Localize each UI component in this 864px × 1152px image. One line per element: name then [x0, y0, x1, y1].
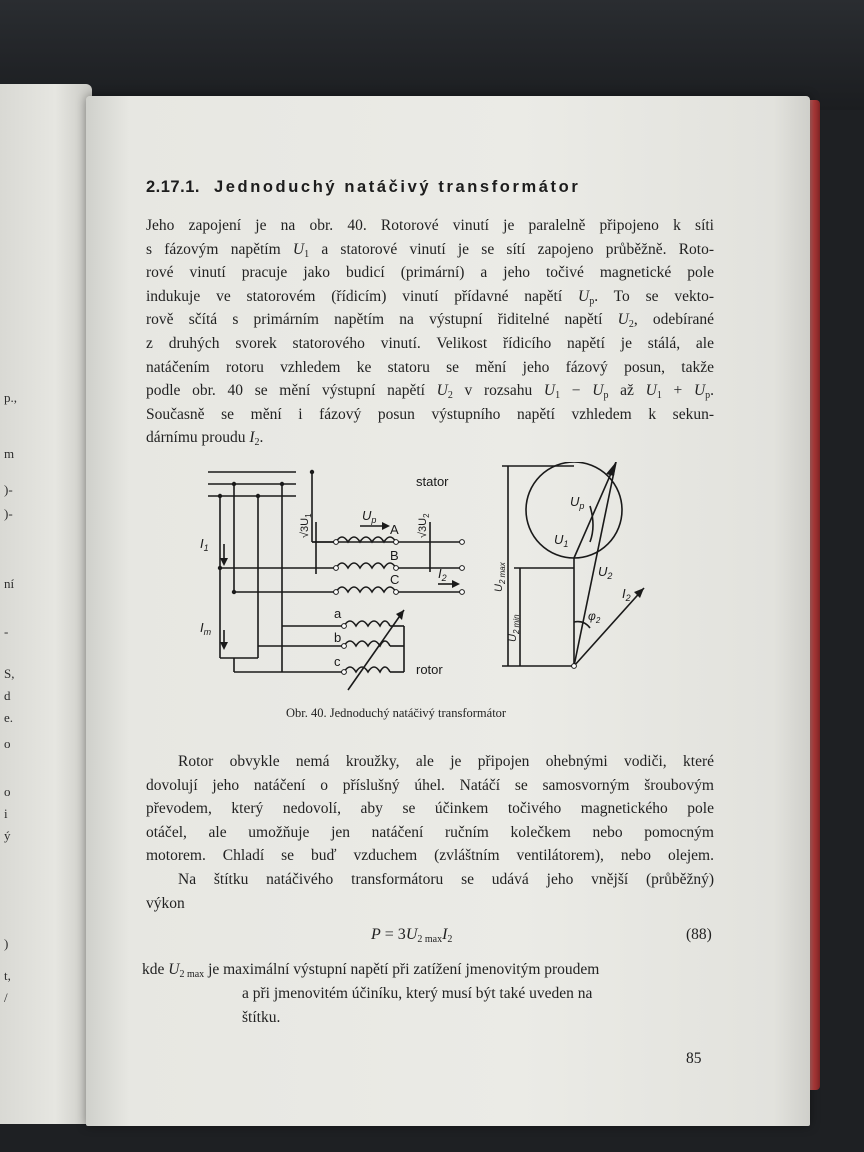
formula-number: (88) — [686, 926, 712, 943]
angle-phi2: $\varphi_2$ — [588, 609, 601, 625]
vector-I2: $I_2$ — [622, 586, 631, 603]
label-Im: $I_m$ — [200, 620, 212, 637]
text-line: dárnímu proudu $I_2$. — [146, 429, 264, 449]
left-page-fragment: m — [4, 446, 15, 461]
label-sqrt3U1: $√3U_1$ — [299, 513, 313, 538]
text-line: rově sčítá s primárním napětím na výstupní řiditelné napětí $U_2$, odebírané — [146, 311, 714, 331]
text-line: Na štítku natáčivého transformátoru se udává jeho vnější (průběžný) — [178, 870, 714, 888]
label-I2: $I_2$ — [438, 566, 447, 583]
left-page-fragment: p., — [4, 390, 17, 405]
desk-background — [0, 0, 864, 110]
section-heading — [146, 178, 580, 197]
left-page-fragment: o — [4, 736, 11, 751]
transformer-figure — [194, 462, 654, 696]
text-line: z druhých svorek statorového vinutí. Velikost řídicího napětí je stálá, ale — [146, 334, 714, 352]
left-page-fragment: ý — [4, 828, 11, 843]
text-line: Rotor obvykle nemá kroužky, ale je připojen ohebnými vodiči, které — [178, 753, 714, 770]
text-line: Jeho zapojení je na obr. 40. Rotorové vinutí je paralelně připojeno k síti — [146, 217, 714, 234]
label-U2min: $U_{2 min}$ — [507, 614, 521, 642]
book-page — [86, 96, 810, 1126]
text-line: převodem, který nedovolí, aby se účinkem točivého magnetického pole — [146, 800, 714, 818]
section-title: Jednoduchý natáčivý transformátor — [213, 178, 581, 196]
label-I1: $I_1$ — [200, 536, 209, 553]
label-A: A — [390, 522, 399, 537]
left-page-fragment: ) — [4, 936, 9, 951]
figure-caption: Obr. 40. Jednoduchý natáčivý transformátor — [286, 706, 507, 720]
text-line: výkon — [146, 894, 185, 912]
text-line: Současně se mění i fázový posun výstupního napětí vzhledem k sekun- — [146, 405, 714, 423]
label-rotor: rotor — [416, 662, 443, 677]
vector-Up: $U_p$ — [570, 494, 585, 511]
vector-U2: $U_2$ — [598, 564, 613, 581]
label-b: b — [334, 630, 342, 645]
formula-88: $P = 3U_{2 max}I_2$ — [371, 926, 453, 945]
text-line: dovolují jeho natáčení o příslušný úhel. Natáčí se samosvorným šroubovým — [146, 776, 714, 794]
label-sqrt3U2: $√3U_2$ — [417, 513, 431, 538]
text-line: podle obr. 40 se mění výstupní napětí $U_2$ v rozsahu $U_1 - U_p$ až $U_1 + U_p$. — [146, 382, 715, 402]
label-Up: $U_p$ — [362, 508, 377, 525]
text-line: motorem. Chladí se buď vzduchem (zvláštním ventilátorem), nebo olejem. — [146, 847, 714, 865]
text-line: otáčel, ale umožňuje jen natáčení ručním kolečkem nebo pomocným — [146, 823, 714, 841]
page-number: 85 — [686, 1050, 702, 1067]
left-page-fragment: i — [4, 806, 8, 821]
left-page-fragment: t, — [4, 968, 11, 983]
label-c: c — [334, 654, 341, 669]
left-page-fragment: )- — [4, 482, 13, 497]
left-page-fragment: ní — [4, 576, 15, 591]
left-page-fragment: S, — [4, 666, 15, 681]
paragraph-2 — [146, 750, 714, 915]
label-U2max: $U_{2 max}$ — [493, 562, 507, 592]
left-page-fragment: )- — [4, 506, 13, 521]
text-line: natáčením rotoru vzhledem ke statoru se mění jeho fázový posun, takže — [146, 358, 714, 376]
left-page-fragment: / — [4, 990, 8, 1005]
left-page-fragment: - — [4, 624, 9, 639]
text-line: rové vinutí pracuje jako budicí (primární) a jeho točivé magnetické pole — [146, 264, 714, 282]
definition-text: kde $U_{2 max}$ je maximální výstupní napětí při zatížení jmenovitým proudem a při jmenovitém účiníku, který musí být také uveden na štítku. — [142, 961, 600, 1026]
label-a: a — [334, 606, 342, 621]
label-B: B — [390, 548, 399, 563]
left-page-fragment: d — [4, 688, 11, 703]
vector-U1: $U_1$ — [554, 532, 569, 549]
text-line: s fázovým napětím $U_1$ a statorové vinutí je se sítí zapojeno průběžně. Roto- — [146, 240, 714, 260]
left-page — [0, 84, 92, 1124]
left-page-fragment: o — [4, 784, 11, 799]
left-page-fragment: e. — [4, 710, 14, 725]
paragraph-1 — [146, 214, 714, 450]
text-line: indukuje ve statorovém (řídicím) vinutí přídavné napětí $U_p$. To se vekto- — [146, 287, 714, 307]
label-stator: stator — [416, 474, 449, 489]
label-C: C — [390, 572, 400, 587]
section-number: 2.17.1. — [146, 178, 200, 196]
